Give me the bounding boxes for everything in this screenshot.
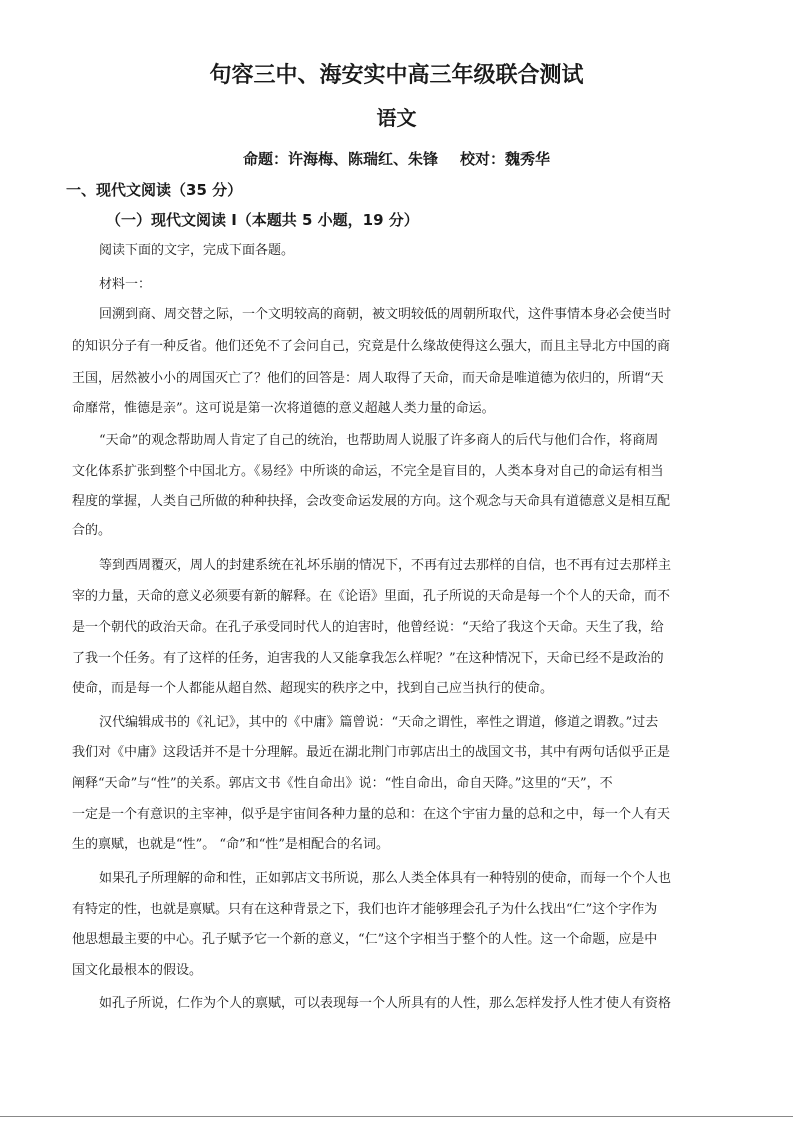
- text-line: 回溯到商、周交替之际，一个文明较高的商朝，被文明较低的周朝所取代，这件事情本身必会使当时: [99, 307, 672, 322]
- author-line: [0, 148, 793, 170]
- instruction-line: 阅读下面的文字，完成下面各题。: [99, 243, 295, 258]
- text-line: 命靡常，惟德是亲”。这可说是第一次将道德的意义超越人类力量的命运。: [72, 401, 495, 416]
- text-line: 宰的力量，天命的意义必须要有新的解释。在《论语》里面，孔子所说的天命是每一个个人的天命，而不: [72, 589, 671, 604]
- text-line: 是一个朝代的政治天命。在孔子承受同时代人的迫害时，他曾经说：“天给了我这个天命。天生了我，给: [72, 620, 664, 635]
- text-line: 程度的掌握，人类自己所做的种种抉择，会改变命运发展的方向。这个观念与天命具有道德意义是相互配: [72, 494, 671, 509]
- section-heading: 一、现代文阅读（35 分）: [66, 181, 243, 199]
- text-line: 我们对《中庸》这段话并不是十分理解。最近在湖北荆门市郭店出土的战国文书，其中有两句话似乎正是: [72, 745, 671, 760]
- page-bottom-rule: [0, 1116, 793, 1117]
- text-line: 文化体系扩张到整个中国北方。《易经》中所谈的命运，不完全是盲目的，人类本身对自己的命运有相当: [72, 464, 664, 479]
- text-line: 如孔子所说，仁作为个人的禀赋，可以表现每一个人所具有的人性，那么怎样发抒人性才使人有资格: [99, 996, 672, 1011]
- text-line: 阐释“天命”与“性”的关系。郭店文书《性自命出》说：“性自命出，命自天降。”这里的“天”，不: [72, 776, 613, 791]
- exam-title: 句容三中、海安实中高三年级联合测试: [209, 62, 584, 88]
- text-line: 王国，居然被小小的周国灭亡了？他们的回答是：周人取得了天命，而天命是唯道德为依归的，所谓“天: [72, 371, 664, 386]
- text-line: 如果孔子所理解的命和性，正如郭店文书所说，那么人类全体具有一种特别的使命，而每一个个人也: [99, 871, 672, 886]
- text-line: 国文化最根本的假设。: [72, 963, 203, 978]
- subsection-heading: （一）现代文阅读 I（本题共 5 小题，19 分）: [106, 211, 419, 229]
- text-line: 了我一个任务。有了这样的任务，迫害我的人又能拿我怎么样呢？”在这种情况下，天命已经不是政治的: [72, 651, 664, 666]
- text-line: 汉代编辑成书的《礼记》，其中的《中庸》篇曾说：“天命之谓性，率性之谓道，修道之谓教。”过去: [99, 715, 659, 730]
- material-label: 材料一：: [99, 277, 152, 292]
- text-line: 合的。: [72, 523, 112, 538]
- text-line: 生的禀赋，也就是“性”。 “命”和“性”是相配合的名词。: [72, 837, 390, 852]
- authors-proofreader: 校对：魏秀华: [460, 150, 551, 168]
- text-line: 使命，而是每一个人都能从超自然、超现实的秩序之中，找到自己应当执行的使命。: [72, 681, 554, 696]
- authors-proposers: 命题：许海梅、陈瑞红、朱锋: [242, 150, 438, 168]
- text-line: 的知识分子有一种反省。他们还免不了会问自己，究竟是什么缘故使得这么强大，而且主导北方中国的商: [72, 339, 671, 354]
- subject-title: 语文: [376, 106, 417, 130]
- text-line: 等到西周覆灭，周人的封建系统在礼坏乐崩的情况下，不再有过去那样的自信，也不再有过去那样主: [99, 558, 672, 573]
- text-line: 有特定的性，也就是禀赋。只有在这种背景之下，我们也许才能够理会孔子为什么找出“仁”这个字作为: [72, 902, 658, 917]
- text-line: 他思想最主要的中心。孔子赋予它一个新的意义，“仁”这个字相当于整个的人性。这一个命题，应是中: [72, 932, 658, 947]
- text-line: 一定是一个有意识的主宰神，似乎是宇宙间各种力量的总和：在这个宇宙力量的总和之中，每一个人有天: [72, 807, 671, 822]
- text-line: “天命”的观念帮助周人肯定了自己的统治，也帮助周人说服了许多商人的后代与他们合作，将商周: [99, 433, 659, 448]
